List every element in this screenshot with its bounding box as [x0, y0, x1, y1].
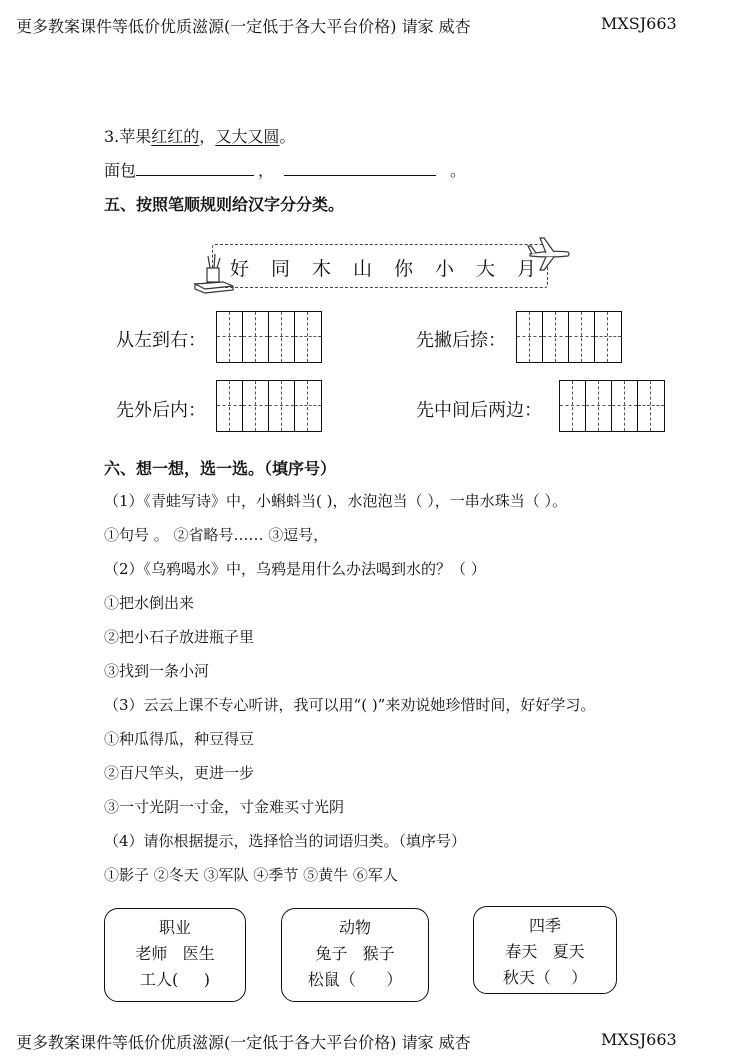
char-6: 小	[435, 258, 455, 280]
animal-title: 动物	[338, 918, 371, 937]
animal-line-1: 兔子 猴子	[315, 944, 395, 963]
char-3: 木	[312, 258, 332, 280]
occupation-line-1: 老师 医生	[135, 944, 215, 963]
seasons-line-1: 春天 夏天	[505, 942, 585, 961]
char-2: 同	[271, 258, 291, 280]
q6-3-option-2: ②百尺竿头，更进一步	[104, 764, 255, 782]
q6-3-question: （3）云云上课不专心听讲，我可以用“( )”来劝说她珍惜时间，好好学习。	[104, 696, 596, 714]
q6-2-question: （2）《乌鸦喝水》中，乌鸦是用什么办法喝到水的？（ ）	[104, 560, 486, 578]
category-outside-then-inside: 先外后内：	[116, 400, 206, 421]
char-7: 大	[476, 258, 496, 280]
page-footer: 更多教案课件等低价优质滋源(一定低于各大平台价格) 请家 威杏	[16, 1033, 471, 1052]
q3-comma: ，	[199, 127, 216, 146]
q6-2-option-2: ②把小石子放进瓶子里	[104, 628, 255, 646]
q6-3-option-3: ③一寸光阴一寸金，寸金难买寸光阴	[104, 798, 345, 816]
grid-middle-then-sides[interactable]	[559, 380, 665, 432]
char-5: 你	[394, 258, 414, 280]
q3-underlined-round: 又大又圆	[215, 127, 280, 146]
category-middle-then-sides: 先中间后两边：	[416, 400, 542, 421]
seasons-title: 四季	[528, 916, 561, 935]
q3-blank-1[interactable]	[136, 161, 254, 176]
q3-sentence	[104, 124, 295, 147]
occupation-line-2: 工人( )	[140, 970, 210, 989]
occupation-title: 职业	[158, 918, 191, 937]
q3-end: 。	[279, 127, 296, 146]
q3-blank-2[interactable]	[284, 161, 436, 176]
category-box-occupation	[104, 908, 246, 1002]
category-pie-then-na: 先撇后捺：	[416, 330, 506, 351]
q3-prefix: 3.苹果	[104, 127, 152, 146]
char-4: 山	[353, 258, 373, 280]
category-box-animal	[281, 908, 429, 1002]
q3-bread-line	[104, 158, 466, 181]
q6-4-options: ①影子 ②冬天 ③军队 ④季节 ⑤黄牛 ⑥军人	[104, 866, 398, 884]
section5-title: 五、按照笔顺规则给汉字分分类。	[104, 195, 345, 214]
strip-characters	[230, 254, 558, 281]
q6-4-question: （4）请你根据提示，选择恰当的词语归类。（填序号）	[104, 832, 467, 850]
page-footer-code: MXSJ663	[601, 1030, 677, 1049]
q3-bread-label: 面包	[104, 161, 137, 180]
grid-pie-then-na[interactable]	[516, 311, 622, 363]
grid-outside-then-inside[interactable]	[216, 380, 322, 432]
page-header-code: MXSJ663	[601, 14, 677, 33]
char-1: 好	[230, 258, 250, 280]
q6-2-option-3: ③找到一条小河	[104, 662, 210, 680]
q3-bread-sep: ，	[258, 161, 275, 180]
q3-underlined-red: 红红的	[151, 127, 200, 146]
q6-1-question: （1）《青蛙写诗》中，小蝌蚪当( )，水泡泡当（ ），一串水珠当（ ）。	[104, 492, 568, 510]
q3-bread-stop: 。	[450, 161, 467, 180]
grid-left-to-right[interactable]	[216, 311, 322, 363]
animal-line-2: 松鼠（ ）	[307, 970, 403, 989]
q6-2-option-1: ①把水倒出来	[104, 594, 195, 612]
category-left-to-right: 从左到右：	[116, 330, 206, 351]
section6-title: 六、想一想，选一选。（填序号）	[104, 459, 337, 478]
char-8: 月	[517, 258, 537, 280]
q6-3-option-1: ①种瓜得瓜，种豆得豆	[104, 730, 255, 748]
category-box-seasons	[473, 906, 617, 994]
seasons-line-2: 秋天（ ）	[502, 968, 588, 987]
page-header: 更多教案课件等低价优质滋源(一定低于各大平台价格) 请家 威杏	[16, 17, 471, 36]
q6-1-options: ①句号 。 ②省略号…… ③逗号，	[104, 526, 329, 544]
pencil-book-icon	[193, 252, 235, 294]
